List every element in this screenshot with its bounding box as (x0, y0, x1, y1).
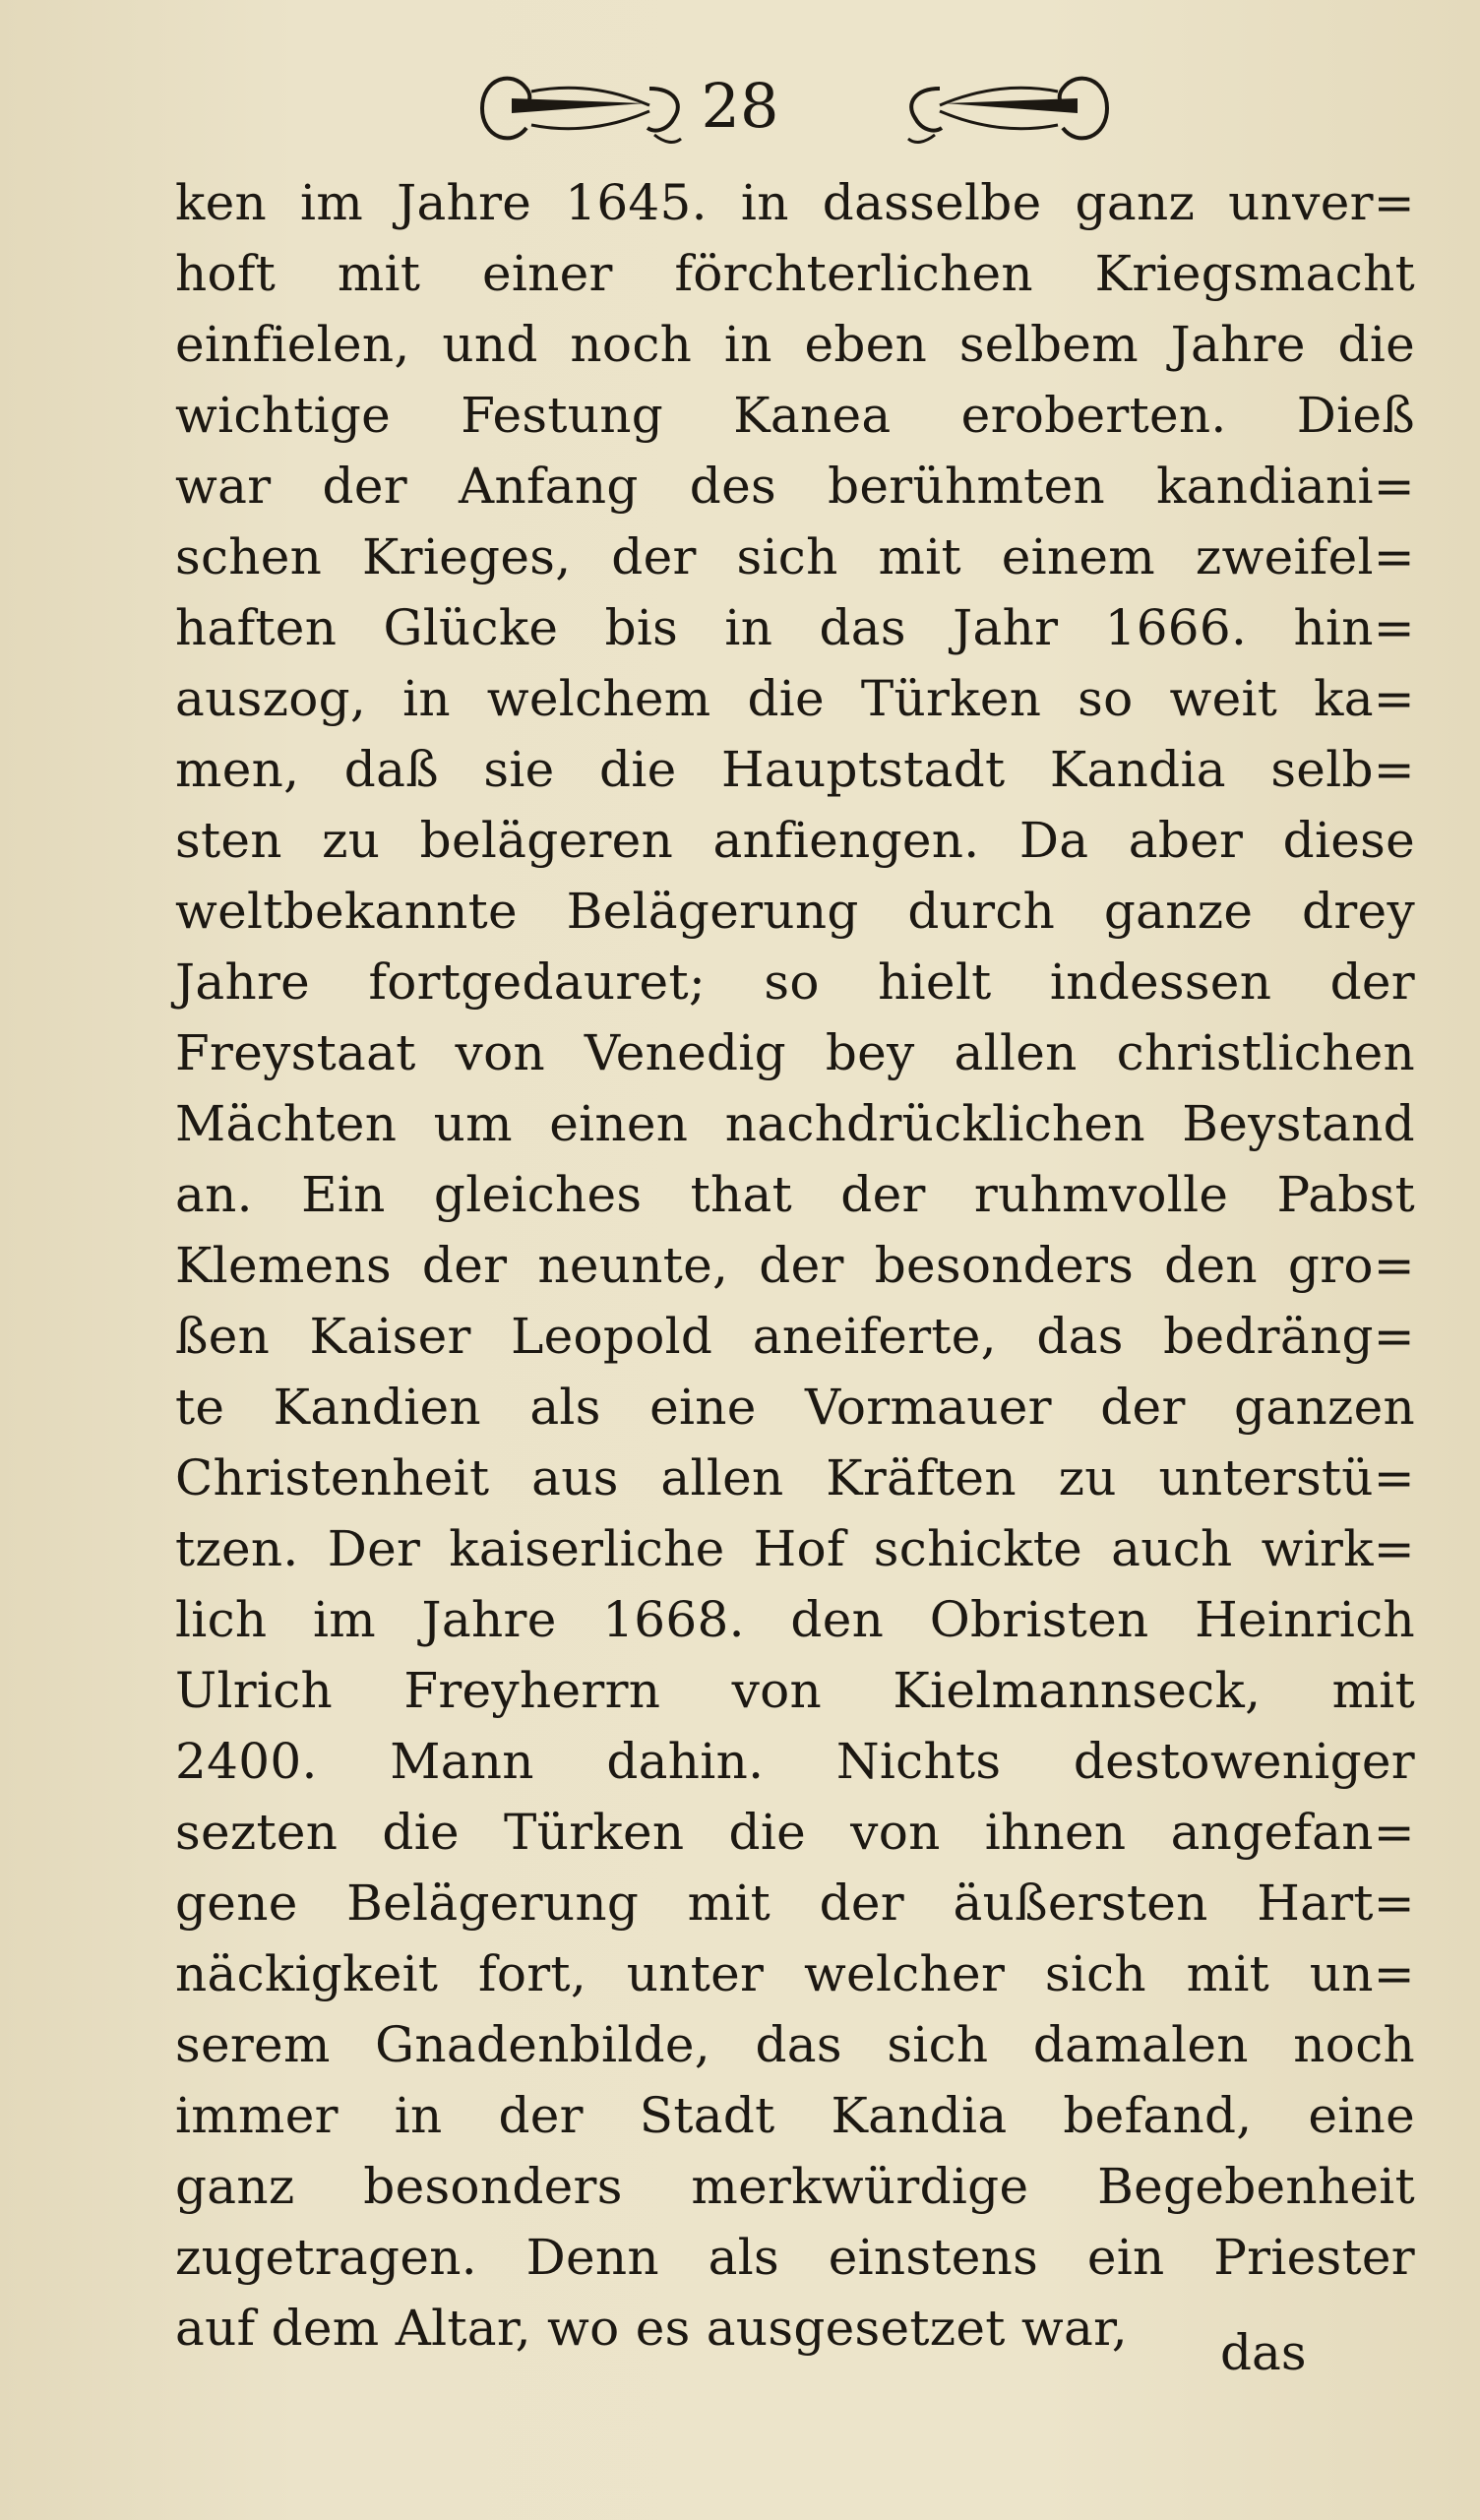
text-line: men, daß sie die Hauptstadt Kandia selb= (175, 741, 1415, 798)
text-line: näckigkeit fort, unter welcher sich mit un= (175, 1945, 1415, 2002)
body-text (175, 167, 1415, 2364)
ornament-left-icon (453, 54, 699, 162)
text-line: lich im Jahre 1668. den Obristen Heinrich (175, 1591, 1415, 1648)
page-header (0, 54, 1480, 162)
ornament-right-icon (891, 54, 1137, 162)
text-line: weltbekannte Belägerung durch ganze drey (175, 883, 1415, 940)
catchword: das (1220, 2324, 1307, 2381)
text-line: te Kandien als eine Vormauer der ganzen (175, 1379, 1415, 1436)
text-line: schen Krieges, der sich mit einem zweifel= (175, 528, 1415, 585)
text-line: haften Glücke bis in das Jahr 1666. hin= (175, 599, 1415, 656)
text-line: ßen Kaiser Leopold aneiferte, das bedräng= (175, 1308, 1415, 1365)
text-line: ganz besonders merkwürdige Begebenheit (175, 2158, 1415, 2215)
text-line: Mächten um einen nachdrücklichen Beystand (175, 1095, 1415, 1152)
text-line: Christenheit aus allen Kräften zu unterstü= (175, 1449, 1415, 1506)
text-line: einfielen, und noch in eben selbem Jahre die (175, 316, 1415, 373)
text-line: wichtige Festung Kanea eroberten. Dieß (175, 387, 1415, 444)
text-line: war der Anfang des berühmten kandiani= (175, 458, 1415, 515)
text-line: sezten die Türken die von ihnen angefan= (175, 1804, 1415, 1861)
text-line: Freystaat von Venedig bey allen christlichen (175, 1024, 1415, 1081)
text-line: sten zu belägeren anfiengen. Da aber diese (175, 812, 1415, 869)
text-line: ken im Jahre 1645. in dasselbe ganz unver= (175, 174, 1415, 231)
text-line: auf dem Altar, wo es ausgesetzet war, (175, 2300, 1128, 2357)
text-line: serem Gnadenbilde, das sich damalen noch (175, 2016, 1415, 2073)
text-line: immer in der Stadt Kandia befand, eine (175, 2087, 1415, 2144)
text-line: Jahre fortgedauret; so hielt indessen der (175, 953, 1415, 1011)
text-line: Klemens der neunte, der besonders den gro= (175, 1237, 1415, 1294)
text-line: gene Belägerung mit der äußersten Hart= (175, 1875, 1415, 1932)
text-line: 2400. Mann dahin. Nichts destoweniger (175, 1733, 1415, 1790)
text-line: Ulrich Freyherrn von Kielmannseck, mit (175, 1662, 1415, 1719)
text-line: zugetragen. Denn als einstens ein Priester (175, 2229, 1415, 2286)
page-number: 28 (701, 70, 779, 142)
text-line: auszog, in welchem die Türken so weit ka= (175, 670, 1415, 727)
text-line: an. Ein gleiches that der ruhmvolle Pabst (175, 1166, 1415, 1223)
text-line: hoft mit einer förchterlichen Kriegsmacht (175, 245, 1415, 302)
text-line: tzen. Der kaiserliche Hof schickte auch wirk= (175, 1520, 1415, 1577)
